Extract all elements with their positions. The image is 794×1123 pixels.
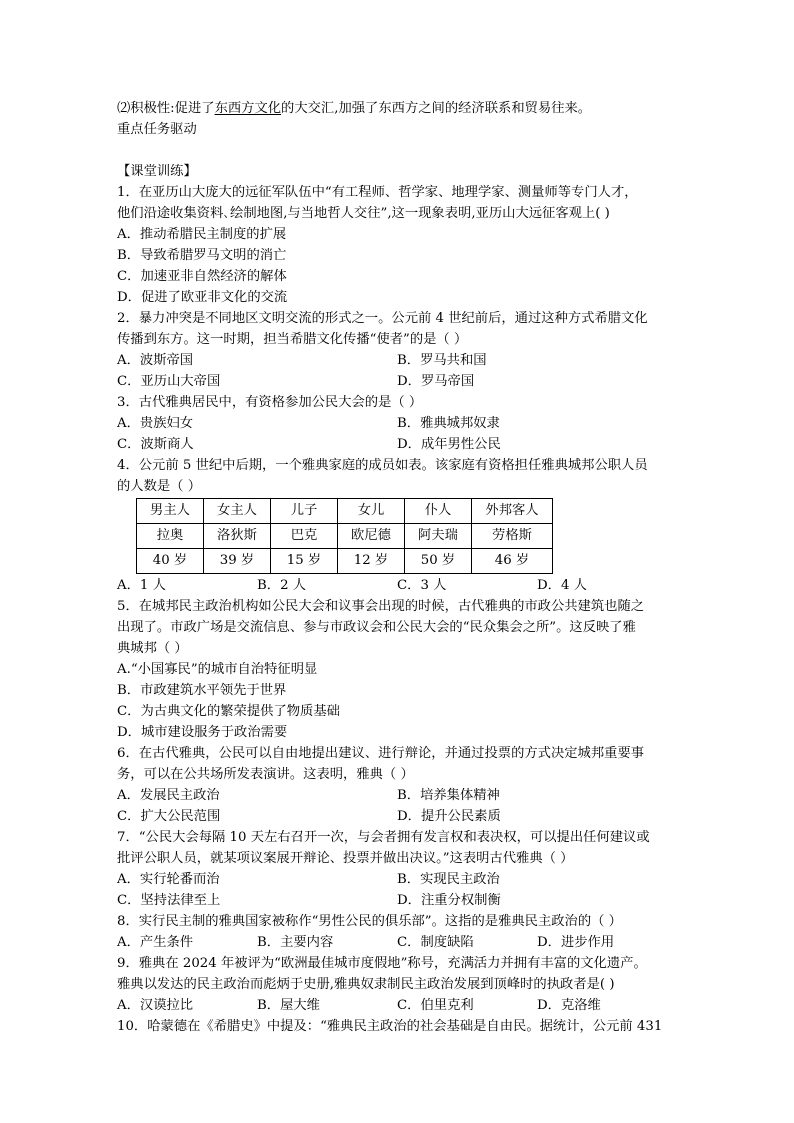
question-6-options-ab bbox=[117, 785, 677, 806]
question-6-stem: 6．在古代雅典，公民可以自由地提出建议、进行辩论，并通过投票的方式决定城邦重要事 bbox=[117, 746, 645, 761]
table-cell: 巴克 bbox=[271, 524, 338, 549]
question-3-options-ab bbox=[117, 413, 677, 434]
question-2-option-c: C．亚历山大帝国 bbox=[117, 374, 221, 389]
question-1-option-c: C．加速亚非自然经济的解体 bbox=[117, 269, 287, 284]
question-9-option-d: D．克洛维 bbox=[537, 998, 601, 1013]
table-cell: 女主人 bbox=[204, 499, 271, 524]
question-4-option-c: C．3 人 bbox=[397, 578, 447, 593]
question-5-option-c: C．为古典文化的繁荣提供了物质基础 bbox=[117, 704, 340, 719]
question-2-options-cd bbox=[117, 371, 677, 392]
question-2-stem-2: 传播到东方。这一时期，担当希腊文化传播“使者”的是（ ） bbox=[117, 332, 468, 347]
question-7-stem: 7．“公民大会每隔 10 天左右召开一次，与会者拥有发言权和表决权，可以提出任何建议或 bbox=[117, 830, 650, 845]
table-row bbox=[137, 524, 553, 549]
question-3-option-b: B．雅典城邦奴隶 bbox=[397, 416, 500, 431]
question-7-options-ab bbox=[117, 869, 677, 890]
table-cell: 40 岁 bbox=[137, 549, 204, 574]
question-7-option-a: A．实行轮番而治 bbox=[117, 872, 220, 887]
question-6-option-c: C．扩大公民范围 bbox=[117, 809, 221, 824]
table-cell: 39 岁 bbox=[204, 549, 271, 574]
table-cell: 拉奥 bbox=[137, 524, 204, 549]
question-4-option-a: A．1 人 bbox=[117, 578, 166, 593]
intro-line-2: 重点任务驱动 bbox=[117, 122, 197, 137]
table-cell: 洛狄斯 bbox=[204, 524, 271, 549]
table-row bbox=[137, 549, 553, 574]
family-members-table bbox=[136, 498, 553, 574]
question-8-option-a: A．产生条件 bbox=[117, 935, 194, 950]
question-9-stem: 9．雅典在 2024 年被评为“欧洲最佳城市度假地”称号，充满活力并拥有丰富的文化遗产。 bbox=[117, 956, 647, 971]
question-3-option-d: D．成年男性公民 bbox=[397, 437, 501, 452]
worksheet-page bbox=[117, 98, 677, 1037]
question-10-stem: 10．哈蒙德在《希腊史》中提及：“雅典民主政治的社会基础是自由民。据统计，公元前 431 bbox=[117, 1019, 663, 1034]
question-3-stem: 3．古代雅典居民中，有资格参加公民大会的是（ ） bbox=[117, 395, 423, 410]
question-8-options bbox=[117, 932, 677, 953]
table-cell: 女儿 bbox=[338, 499, 405, 524]
table-cell: 12 岁 bbox=[338, 549, 405, 574]
question-2-stem: 2．暴力冲突是不同地区文明交流的形式之一。公元前 4 世纪前后，通过这种方式希腊文化 bbox=[117, 311, 648, 326]
table-cell: 儿子 bbox=[271, 499, 338, 524]
question-7-stem-2: 批评公职人员，就某项议案展开辩论、投票并做出决议。”这表明古代雅典（ ） bbox=[117, 851, 574, 866]
underlined-term: 东西方文化 bbox=[214, 101, 282, 116]
question-7-option-c: C．坚持法律至上 bbox=[117, 893, 221, 908]
question-5-option-b: B．市政建筑水平领先于世界 bbox=[117, 683, 287, 698]
question-5-stem: 5．在城邦民主政治机构如公民大会和议事会出现的时候，古代雅典的市政公共建筑也随之 bbox=[117, 599, 645, 614]
question-4-stem-2: 的人数是（ ） bbox=[117, 479, 202, 494]
question-7-options-cd bbox=[117, 890, 677, 911]
table-cell: 欧尼德 bbox=[338, 524, 405, 549]
table-cell: 阿夫瑞 bbox=[405, 524, 472, 549]
question-1-stem: 1．在亚历山大庞大的远征军队伍中“有工程师、哲学家、地理学家、测量师等专门人才， bbox=[117, 185, 638, 200]
question-3-options-cd bbox=[117, 434, 677, 455]
question-5-option-d: D．城市建设服务于政治需要 bbox=[117, 725, 288, 740]
question-4-option-b: B．2 人 bbox=[257, 578, 307, 593]
table-cell: 15 岁 bbox=[271, 549, 338, 574]
question-9-option-c: C．伯里克利 bbox=[397, 998, 474, 1013]
question-6-options-cd bbox=[117, 806, 677, 827]
question-3-option-c: C．波斯商人 bbox=[117, 437, 194, 452]
question-9-option-a: A．汉谟拉比 bbox=[117, 998, 194, 1013]
question-4-options bbox=[117, 575, 677, 596]
intro-line-1: ⑵积极性:促进了东西方文化的大交汇,加强了东西方之间的经济联系和贸易往来。 bbox=[117, 101, 592, 116]
question-2-options-ab bbox=[117, 350, 677, 371]
question-6-option-b: B．培养集体精神 bbox=[397, 788, 500, 803]
table-cell: 外邦客人 bbox=[472, 499, 553, 524]
question-9-option-b: B．屋大维 bbox=[257, 998, 320, 1013]
question-2-option-d: D．罗马帝国 bbox=[397, 374, 475, 389]
question-8-option-d: D．进步作用 bbox=[537, 935, 615, 950]
question-8-option-b: B．主要内容 bbox=[257, 935, 334, 950]
question-1-option-a: A．推动希腊民主制度的扩展 bbox=[117, 227, 287, 242]
question-1-stem-2: 他们沿途收集资料､绘制地图,与当地哲人交往”,这一现象表明,亚历山大远征客观上( ) bbox=[117, 206, 610, 221]
question-6-stem-2: 务，可以在公共场所发表演讲。这表明，雅典（ ） bbox=[117, 767, 414, 782]
question-8-option-c: C．制度缺陷 bbox=[397, 935, 474, 950]
question-4-stem: 4．公元前 5 世纪中后期，一个雅典家庭的成员如表。该家庭有资格担任雅典城邦公职人员 bbox=[117, 458, 648, 473]
question-1-option-b: B．导致希腊罗马文明的消亡 bbox=[117, 248, 287, 263]
table-cell: 男主人 bbox=[137, 499, 204, 524]
section-title: 【课堂训练】 bbox=[117, 164, 197, 179]
question-6-option-d: D．提升公民素质 bbox=[397, 809, 501, 824]
table-cell: 仆人 bbox=[405, 499, 472, 524]
table-cell: 46 岁 bbox=[472, 549, 553, 574]
question-8-stem: 8．实行民主制的雅典国家被称作“男性公民的俱乐部”。这指的是雅典民主政治的（ ） bbox=[117, 914, 622, 929]
question-2-option-b: B．罗马共和国 bbox=[397, 353, 487, 368]
question-7-option-d: D．注重分权制衡 bbox=[397, 893, 501, 908]
table-cell: 50 岁 bbox=[405, 549, 472, 574]
question-3-option-a: A．贵族妇女 bbox=[117, 416, 194, 431]
question-5-option-a: A.“小国寡民”的城市自治特征明显 bbox=[117, 662, 318, 677]
question-1-option-d: D．促进了欧亚非文化的交流 bbox=[117, 290, 288, 305]
question-2-option-a: A．波斯帝国 bbox=[117, 353, 194, 368]
question-9-stem-2: 雅典以发达的民主政治而彪炳于史册,雅典奴隶制民主政治发展到顶峰时的执政者是( ) bbox=[117, 977, 615, 992]
question-5-stem-3: 典城邦（ ） bbox=[117, 641, 188, 656]
question-5-stem-2: 出现了。市政广场是交流信息、参与市政议会和公民大会的“民众集会之所”。这反映了雅 bbox=[117, 620, 636, 635]
question-9-options bbox=[117, 995, 677, 1016]
question-7-option-b: B．实现民主政治 bbox=[397, 872, 500, 887]
question-6-option-a: A．发展民主政治 bbox=[117, 788, 220, 803]
question-4-option-d: D．4 人 bbox=[537, 578, 587, 593]
table-header-row bbox=[137, 499, 553, 524]
table-cell: 劳格斯 bbox=[472, 524, 553, 549]
